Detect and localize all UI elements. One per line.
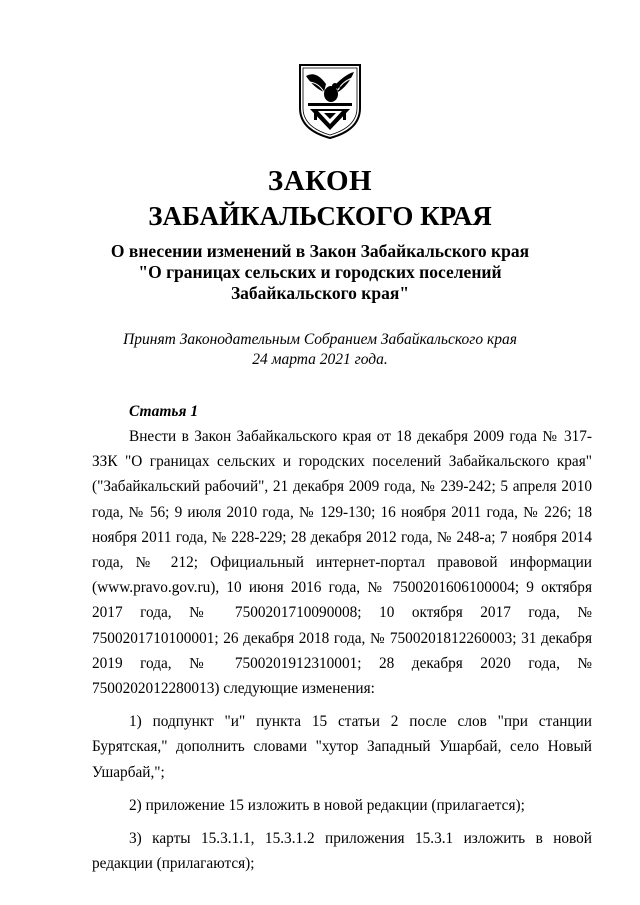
subtitle-line: "О границах сельских и городских поселений bbox=[138, 262, 502, 282]
adoption-note bbox=[0, 330, 640, 370]
article-item: 3) карты 15.3.1.1, 15.3.1.2 приложения 15.3.1 изложить в новой редакции (прилагаются); bbox=[92, 830, 592, 873]
law-subtitle bbox=[0, 241, 640, 304]
law-title: ЗАКОН bbox=[267, 165, 373, 197]
article-body bbox=[92, 424, 592, 876]
article-intro-paragraph: Внести в Закон Забайкальского края от 18 декабря 2009 года № 317-ЗЗК "О границах сельских и городских поселений Забайкальского края" ("Забайкальский рабочий", 21 декабря 2009 года, № 239-242; 5 апреля 2010 года, № 56; 9 июля 2010 года, № 129-130; 16 ноября 2011 года, № 226; 18 ноября 2011 года, № 228-229; 28 декабря 2012 года, № 248-а; 7 ноября 2014 года, № 212; Официальный интернет-портал правовой информации (www.pravo.gov.ru), 10 июня 2016 года, № 7500201606100004; 9 октября 2017 года, № 7500201710090008; 10 октября 2017 года, № 7500201710100001; 26 декабря 2018 года, № 7500201812260003; 31 декабря 2019 года, № 7500201912310001; 28 декабря 2020 года, № 7500202012280013) следующие изменения: bbox=[92, 428, 592, 698]
adoption-date: 24 марта 2021 года. bbox=[252, 351, 388, 368]
coat-of-arms-icon bbox=[296, 62, 364, 140]
subtitle-line: О внесении изменений в Закон Забайкальского края bbox=[110, 241, 530, 261]
article-item: 2) приложение 15 изложить в новой редакции (прилагается); bbox=[129, 796, 525, 814]
article-item: 1) подпункт "и" пункта 15 статьи 2 после слов "при станции Бурятская," дополнить словами "хутор Западный Ушарбай, село Новый Ушарбай,"; bbox=[92, 713, 592, 781]
subtitle-line: Забайкальского края" bbox=[230, 283, 410, 303]
article-heading: Статья 1 bbox=[129, 403, 199, 420]
adoption-line: Принят Законодательным Собранием Забайкальского края bbox=[123, 331, 517, 348]
region-title: ЗАБАЙКАЛЬСКОГО КРАЯ bbox=[148, 201, 492, 231]
